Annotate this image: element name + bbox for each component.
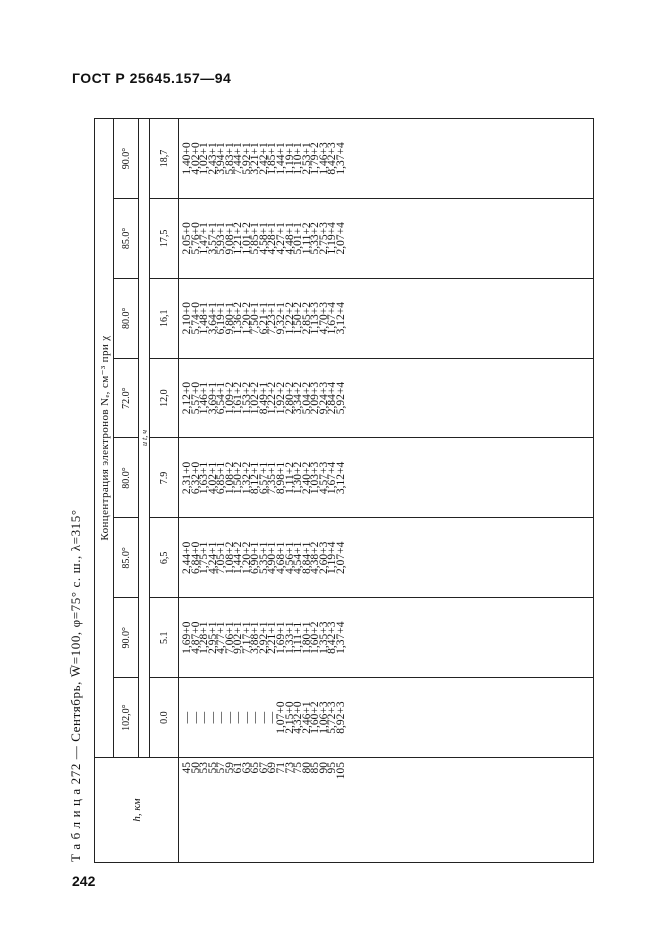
concentration-column <box>179 518 594 598</box>
angle-header: 102,0° <box>114 678 139 758</box>
time-header: 16,1 <box>150 278 179 358</box>
concentration-value: — <box>206 711 219 724</box>
concentration-value: 1,20+2 <box>240 541 253 574</box>
concentration-value: 4,87+0 <box>189 621 202 654</box>
concentration-value: — <box>240 711 253 724</box>
height-value: 73 <box>283 762 296 774</box>
concentration-value: 1,22+2 <box>283 302 296 335</box>
concentration-value: 1,79+2 <box>309 142 322 175</box>
concentration-column <box>179 438 594 518</box>
concentration-value: 5,01+1 <box>292 222 305 255</box>
concentration-value: 1,09+2 <box>223 381 236 415</box>
angle-header: 80.0° <box>114 278 139 358</box>
concentration-value: 9,80+1 <box>223 302 236 335</box>
concentration-value: 5,76+0 <box>189 222 202 255</box>
concentration-value: 1,61+2 <box>232 381 245 415</box>
concentration-value: 1,06+3 <box>317 701 330 734</box>
concentration-value: 7,50+1 <box>249 302 262 335</box>
concentration-value: 6,90+1 <box>249 541 262 574</box>
concentration-value: — <box>215 711 228 724</box>
concentration-value: 1,44+1 <box>275 142 288 175</box>
concentration-value: 2,21+1 <box>266 621 279 654</box>
concentration-value: 1,50+2 <box>292 302 305 335</box>
concentration-value: 2,75+3 <box>317 222 330 255</box>
concentration-value: 1,44+2 <box>232 541 245 574</box>
concentration-value: 4,77+1 <box>215 621 228 654</box>
concentration-value: 2,07+4 <box>334 222 347 255</box>
concentration-value: 1,02+1 <box>198 142 211 175</box>
concentration-value: 1,46+1 <box>198 381 211 415</box>
concentration-value: 2,09+3 <box>309 381 322 415</box>
concentration-value: 1,11+2 <box>283 461 296 494</box>
concentration-value: 1,10+1 <box>292 142 305 175</box>
concentration-value: 1,11+1 <box>292 621 305 654</box>
angle-header: 85.0° <box>114 518 139 598</box>
height-value: 53 <box>198 762 211 774</box>
concentration-value: 2,53+1 <box>300 142 313 175</box>
concentration-value: 4,90+1 <box>266 541 279 574</box>
height-value: 95 <box>326 762 339 774</box>
concentration-value: 1,30+2 <box>292 461 305 495</box>
concentration-value: 3,57+1 <box>206 222 219 255</box>
concentration-value: 8,49+1 <box>257 381 270 415</box>
concentration-value: 1,50+2 <box>232 461 245 495</box>
concentration-value: 2,43+1 <box>206 142 219 175</box>
concentration-value: 9,08+1 <box>223 222 236 255</box>
concentration-value: 3,21+1 <box>249 142 262 175</box>
concentration-value: 4,58+1 <box>257 222 270 255</box>
concentration-value: 4,27+1 <box>275 222 288 255</box>
concentration-value: 6,57+1 <box>257 461 270 495</box>
concentration-value: 1,92+2 <box>275 381 288 415</box>
angle-header: 72.0° <box>114 358 139 438</box>
time-header: 7.9 <box>150 438 179 518</box>
height-value: 50 <box>189 762 202 774</box>
concentration-column <box>179 198 594 278</box>
concentration-value: 1,69+0 <box>181 621 193 654</box>
table-row <box>179 119 594 863</box>
concentration-value: 7,05+1 <box>215 541 228 574</box>
concentration-value: 1,37+4 <box>334 142 347 175</box>
concentration-value: 2,92+1 <box>257 621 270 654</box>
concentration-value: 6,32+0 <box>189 461 202 495</box>
concentration-value: 6,19+1 <box>215 302 228 335</box>
height-value: 45 <box>181 762 193 774</box>
concentration-value: — <box>249 711 262 724</box>
concentration-value: 8,92+3 <box>334 701 347 734</box>
concentration-value: 7,44+1 <box>232 142 245 175</box>
concentration-value: 2,95+1 <box>206 621 219 654</box>
concentration-value: 8,42+3 <box>326 621 339 654</box>
concentration-value: 1,47+1 <box>198 222 211 255</box>
concentration-value: 6,84+0 <box>189 541 202 574</box>
concentration-column <box>179 598 594 678</box>
height-value: 69 <box>266 762 279 774</box>
time-row <box>150 119 179 863</box>
time-header: 0.0 <box>150 678 179 758</box>
concentration-header: Концентрация электронов Nₑ, см⁻³ при χ <box>95 119 114 758</box>
height-value: 75 <box>292 762 305 774</box>
concentration-value: — <box>257 711 270 724</box>
angle-header: 85.0° <box>114 198 139 278</box>
concentration-value: 4,28+1 <box>266 222 279 255</box>
time-header: 6,5 <box>150 518 179 598</box>
concentration-value: 4,32+0 <box>292 701 305 734</box>
concentration-value: 1,35+3 <box>317 621 330 654</box>
height-values <box>179 758 594 863</box>
concentration-value: 1,60+2 <box>309 621 322 654</box>
concentration-value: 3,12+4 <box>334 461 347 495</box>
concentration-value: 3,64+1 <box>206 302 219 335</box>
concentration-value: 4,54+1 <box>292 541 305 574</box>
concentration-value: 5,85+1 <box>249 222 262 255</box>
concentration-value: 1,22+2 <box>266 381 279 415</box>
concentration-value: 1,36+2 <box>232 302 245 335</box>
time-header: 18,7 <box>150 119 179 199</box>
concentration-value: 4,57+3 <box>317 461 330 495</box>
concentration-value: 1,13+3 <box>309 302 322 335</box>
concentration-value: 5,33+2 <box>309 222 322 255</box>
concentration-value: 1,19+4 <box>326 541 339 574</box>
concentration-value: 4,56+1 <box>283 541 296 574</box>
concentration-value: 1,60+2 <box>309 701 322 734</box>
concentration-value: 2,42+1 <box>257 142 270 175</box>
height-value: 67 <box>257 762 270 774</box>
concentration-value: — <box>198 711 211 724</box>
concentration-value: 5,57+0 <box>189 381 202 415</box>
concentration-value: 9,24+3 <box>317 381 330 415</box>
concentration-value: — <box>181 711 193 724</box>
concentration-value: 1,08+2 <box>223 461 236 495</box>
height-value: 90 <box>317 762 330 774</box>
concentration-value: 8,42+3 <box>326 142 339 175</box>
time-header: 12,0 <box>150 358 179 438</box>
concentration-value: 4,02+0 <box>189 142 202 175</box>
concentration-value: 1,07+0 <box>275 701 288 734</box>
time-header: 5.1 <box>150 598 179 678</box>
concentration-value: 8,84+1 <box>300 541 313 574</box>
concentration-value: 1,19+4 <box>326 222 339 255</box>
height-value: 80 <box>300 762 313 774</box>
concentration-value: 5,92+1 <box>240 142 253 175</box>
height-value: 65 <box>249 762 262 774</box>
concentration-value: 7,23+1 <box>266 302 279 335</box>
angle-header: 90.0° <box>114 119 139 199</box>
concentration-column <box>179 358 594 438</box>
concentration-value: 9,02+1 <box>232 621 245 654</box>
concentration-value: 2,05+0 <box>181 222 193 255</box>
concentration-value: — <box>189 711 202 724</box>
height-value: 57 <box>215 762 228 774</box>
height-value: 61 <box>232 762 245 774</box>
concentration-value: 1,69+1 <box>275 621 288 654</box>
concentration-value: 1,21+2 <box>232 222 245 255</box>
concentration-value: 2,84+4 <box>326 381 339 415</box>
concentration-value: 1,67+4 <box>326 461 339 495</box>
concentration-value: 4,38+2 <box>309 541 322 574</box>
concentration-value: 1,28+1 <box>198 621 211 654</box>
concentration-value: 1,20+2 <box>240 302 253 335</box>
concentration-value: 1,08+2 <box>223 541 236 574</box>
time-label: и t, ч <box>139 119 150 758</box>
concentration-value: 1,40+0 <box>181 142 193 175</box>
angle-header: 80.0° <box>114 438 139 518</box>
concentration-value: 2,60+3 <box>317 541 330 574</box>
concentration-value: 2,40+2 <box>300 461 313 495</box>
concentration-value: 3,69+1 <box>206 381 219 415</box>
concentration-value: 5,72+3 <box>326 701 339 734</box>
concentration-value: 1,53+2 <box>240 381 253 415</box>
concentration-column <box>179 278 594 358</box>
concentration-value: 2,85+2 <box>300 302 313 335</box>
concentration-value: 1,19+1 <box>283 142 296 175</box>
concentration-value: 2,15+0 <box>283 701 296 734</box>
concentration-value: 7,06+1 <box>223 621 236 654</box>
time-header: 17,5 <box>150 198 179 278</box>
concentration-value: 1,85+1 <box>266 142 279 175</box>
concentration-value: 3,34+2 <box>292 381 305 415</box>
concentration-value: 4,48+1 <box>283 222 296 255</box>
height-value: 105 <box>334 762 347 780</box>
concentration-value: 2,80+2 <box>283 381 296 415</box>
concentration-value: 5,74+0 <box>189 302 202 335</box>
concentration-value: 1,11+2 <box>300 222 313 255</box>
concentration-value: 3,88+1 <box>249 621 262 654</box>
concentration-value: 1,03+3 <box>309 461 322 495</box>
height-value: 85 <box>309 762 322 774</box>
electron-concentration-table <box>94 118 594 863</box>
concentration-value: 3,94+1 <box>215 142 228 175</box>
concentration-value: 2,07+4 <box>334 541 347 574</box>
height-column-header: h, км <box>95 758 179 863</box>
concentration-value: 5,92+4 <box>334 381 347 415</box>
height-value: 71 <box>275 762 288 774</box>
concentration-value: 5,93+1 <box>215 222 228 255</box>
concentration-value: 2,12+0 <box>181 381 193 415</box>
angle-row <box>114 119 139 863</box>
concentration-value: 5,83+1 <box>223 142 236 175</box>
concentration-value: 4,24+1 <box>206 541 219 574</box>
document-header: ГОСТ Р 25645.157—94 <box>72 70 232 86</box>
concentration-value: 1,02+2 <box>249 381 262 415</box>
concentration-value: 1,63+1 <box>198 461 211 495</box>
concentration-value: 5,04+2 <box>300 381 313 415</box>
concentration-value: 6,85+1 <box>215 461 228 495</box>
concentration-value: 8,12+1 <box>249 461 262 495</box>
concentration-value: 1,33+1 <box>283 621 296 654</box>
height-value: 55 <box>206 762 219 774</box>
concentration-value: 6,21+1 <box>257 302 270 335</box>
concentration-value: 1,80+1 <box>300 621 313 654</box>
concentration-value: 8,98+1 <box>275 461 288 495</box>
concentration-value: 1,67+4 <box>326 302 339 335</box>
height-value: 59 <box>223 762 236 774</box>
concentration-value: 2,10+0 <box>181 302 193 335</box>
concentration-value: 3,12+4 <box>334 302 347 335</box>
concentration-value: 2,44+0 <box>181 541 193 574</box>
concentration-value: — <box>223 711 236 724</box>
concentration-value: 7,17+1 <box>240 621 253 654</box>
concentration-value: 9,32+1 <box>275 302 288 335</box>
concentration-value: 2,31+0 <box>181 461 193 495</box>
concentration-value: 4,02+1 <box>206 461 219 495</box>
concentration-value: 6,54+1 <box>215 381 228 415</box>
concentration-column <box>179 119 594 199</box>
concentration-value: — <box>266 711 279 724</box>
concentration-value: — <box>232 711 245 724</box>
concentration-value: 7,35+1 <box>266 461 279 495</box>
table-container <box>94 118 594 863</box>
concentration-value: 1,75+1 <box>198 541 211 574</box>
concentration-value: 1,01+2 <box>240 222 253 255</box>
angle-header: 90.0° <box>114 598 139 678</box>
concentration-value: 1,48+1 <box>198 302 211 335</box>
concentration-value: 2,46+1 <box>300 701 313 734</box>
concentration-value: 5,35+1 <box>257 541 270 574</box>
concentration-value: 1,37+4 <box>334 621 347 654</box>
concentration-value: 4,70+3 <box>317 302 330 335</box>
concentration-value: 1,46+3 <box>317 142 330 175</box>
height-value: 63 <box>240 762 253 774</box>
page-number: 242 <box>72 873 96 889</box>
concentration-column <box>179 678 594 758</box>
table-caption-text: Т а б л и ц а 272 — Сентябрь, W̅=100, φ=75° с. ш., λ=315° <box>68 509 83 862</box>
concentration-value: 1,32+2 <box>240 461 253 495</box>
concentration-value: 4,68+1 <box>275 541 288 574</box>
